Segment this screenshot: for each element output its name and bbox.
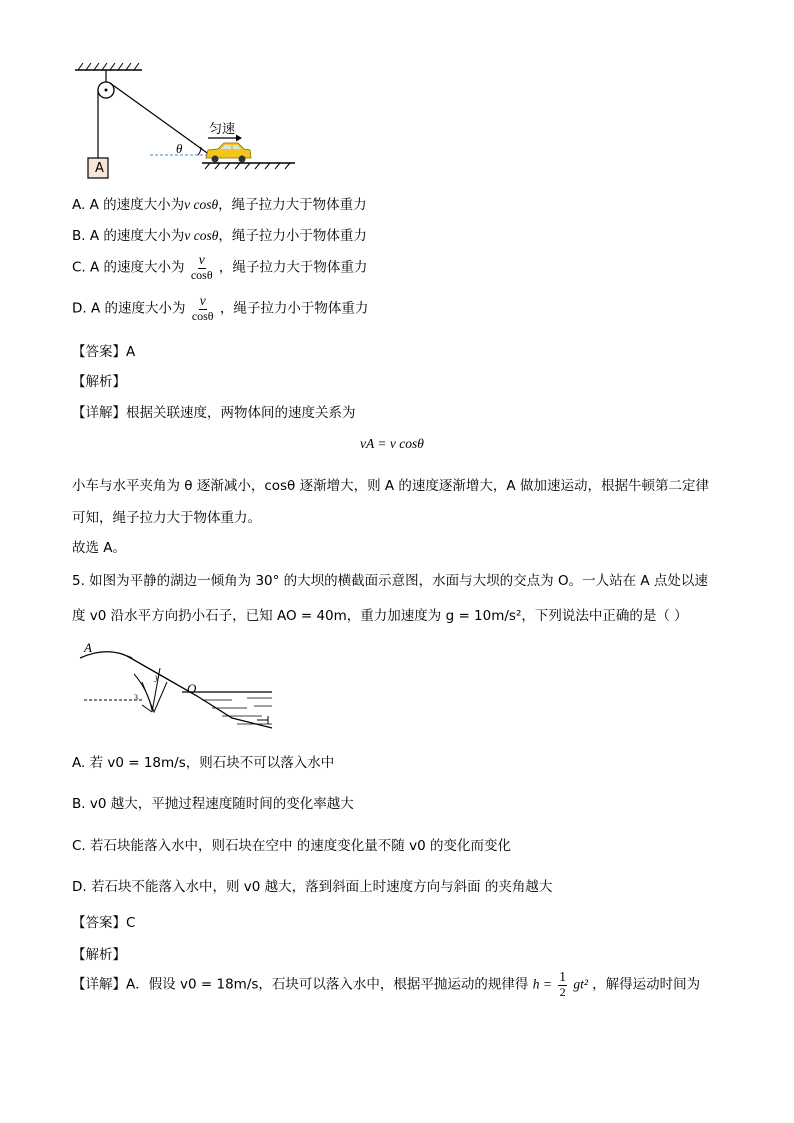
q4-detail: 【详解】根据关联速度，两物体间的速度关系为 [72,405,356,421]
q4-choose: 故选 A。 [72,540,127,556]
q5-analysis: 【解析】 [72,947,126,963]
q5-option-c: C. 若石块能落入水中，则石块在空中 的速度变化量不随 v0 的变化而变化 [72,838,511,854]
block-a-label: A [95,161,104,176]
q4-option-b: B. A 的速度大小为v cosθ，绳子拉力小于物体重力 [72,228,367,244]
q4-explanation-line2: 可知，绳子拉力大于物体重力。 [72,510,261,526]
q4-option-c: C. A 的速度大小为 $\frac{v}{\cos\theta}$ ，绳子拉力大于物体重力 [72,252,368,282]
q5-answer: 【答案】C [72,915,136,931]
q4-option-a: A. A 的速度大小为v cosθ，绳子拉力大于物体重力 [72,197,367,213]
q4-option-d: D. A 的速度大小为 $\frac{v}{\cos\theta}$ ，绳子拉力小于物体重力 [72,293,369,323]
q4-explanation-line1: 小车与水平夹角为 θ 逐渐减小，cosθ 逐渐增大，则 A 的速度逐渐增大，A 做加速运动，根据牛顿第二定律 [72,478,709,494]
q4-analysis: 【解析】 [72,374,126,390]
car-icon [206,143,251,163]
speed-label: 匀速 [209,122,236,137]
q5-stem-line1: 5. 如图为平静的湖边一倾角为 30° 的大坝的横截面示意图，水面与大坝的交点为 O。一人站在 A 点处以速 [72,573,708,589]
svg-text:3: 3 [134,693,138,702]
q5-stem-line2: 度 v0 沿水平方向扔小石子，已知 AO = 40m，重力加速度为 g = 10m/s²，下列说法中正确的是（ ） [72,608,688,624]
dam-figure [72,640,282,735]
q5-option-a: A. 若 v0 = 18m/s，则石块不可以落入水中 [72,755,335,771]
q5-detail: 【详解】A．假设 v0 = 18m/s，石块可以落入水中，根据平抛运动的规律得 h = $\frac{1}{2}$ gt² ，解得运动时间为 [72,969,701,999]
dam-label-o: O [187,681,197,696]
q5-option-b: B. v0 越大，平抛过程速度随时间的变化率越大 [72,796,354,812]
pulley-car-figure [70,60,310,185]
q4-answer: 【答案】A [72,344,136,360]
q5-option-d: D. 若石块不能落入水中，则 v0 越大，落到斜面上时速度方向与斜面 的夹角越大 [72,879,553,895]
svg-text:y: y [155,672,159,682]
dam-label-a: A [84,640,92,655]
q4-formula: vA = v cosθ [360,436,424,451]
theta-label: θ [176,141,183,156]
